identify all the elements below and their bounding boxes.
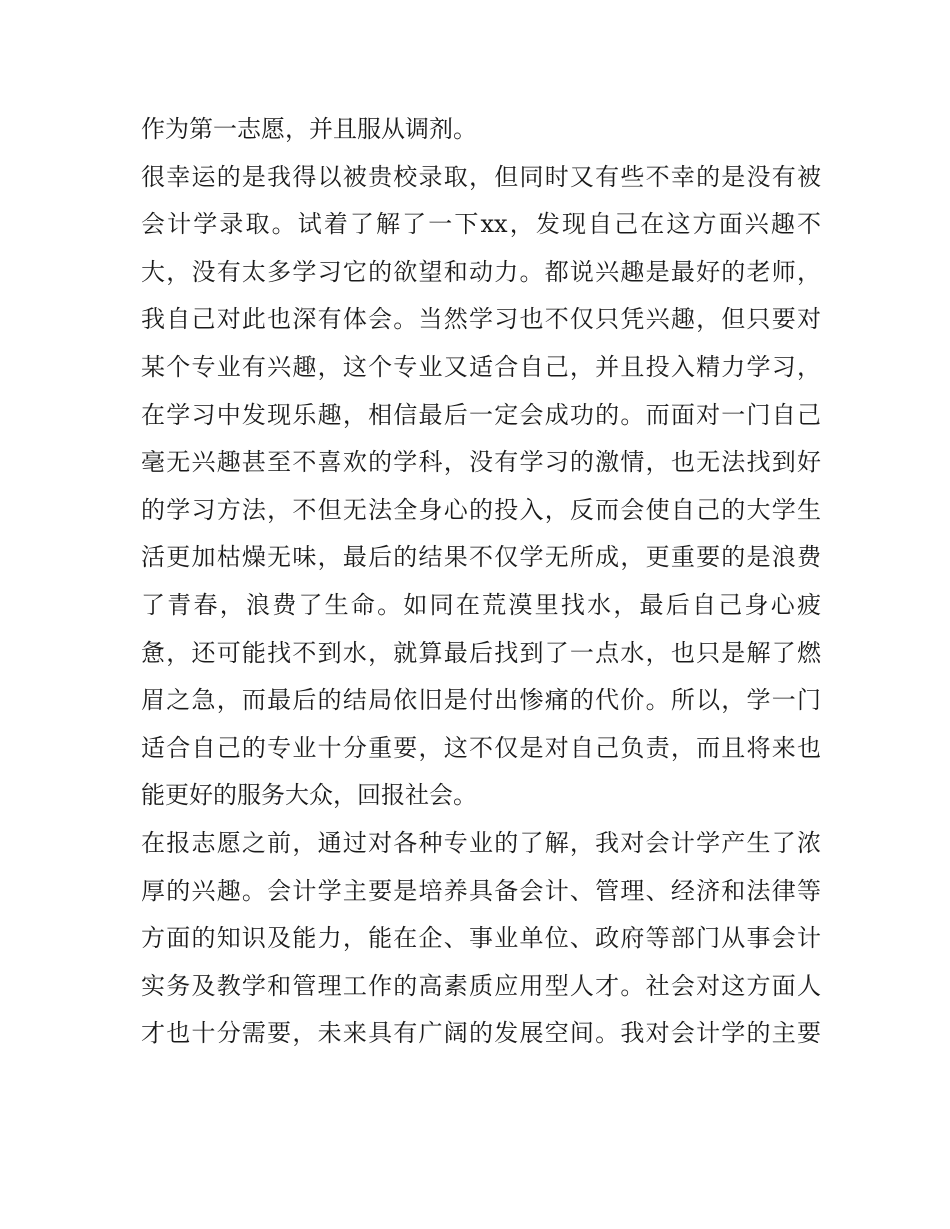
text-line: 在报志愿之前，通过对各种专业的了解，我对会计学产生了浓	[141, 828, 821, 857]
text-line: 才也十分需要，未来具有广阔的发展空间。我对会计学的主要	[141, 1019, 821, 1048]
text-line: 适合自己的专业十分重要，这不仅是对自己负责，而且将来也	[141, 733, 821, 762]
text-line: 眉之急，而最后的结局依旧是付出惨痛的代价。所以，学一门	[141, 686, 821, 715]
text-line: 在学习中发现乐趣，相信最后一定会成功的。而面对一门自己	[141, 400, 821, 429]
text-line: 很幸运的是我得以被贵校录取，但同时又有些不幸的是没有被	[141, 162, 821, 191]
text-line: 的学习方法，不但无法全身心的投入，反而会使自己的大学生	[141, 495, 821, 524]
text-line: 了青春，浪费了生命。如同在荒漠里找水，最后自己身心疲	[141, 590, 821, 619]
text-line: 毫无兴趣甚至不喜欢的学科，没有学习的激情，也无法找到好	[141, 448, 821, 477]
text-line: 某个专业有兴趣，这个专业又适合自己，并且投入精力学习，	[141, 352, 821, 381]
paragraph-1	[141, 106, 821, 154]
document-body	[141, 106, 821, 1058]
paragraph-2	[141, 154, 821, 820]
paragraph-3	[141, 820, 821, 1058]
text-line: 实务及教学和管理工作的高素质应用型人才。社会对这方面人	[141, 971, 821, 1000]
text-line: 活更加枯燥无味，最后的结果不仅学无所成，更重要的是浪费	[141, 543, 821, 572]
text-line: 方面的知识及能力，能在企、事业单位、政府等部门从事会计	[141, 924, 821, 953]
text-line: 能更好的服务大众，回报社会。	[141, 781, 477, 810]
text-line: 作为第一志愿，并且服从调剂。	[141, 115, 477, 143]
text-line: 我自己对此也深有体会。当然学习也不仅只凭兴趣，但只要对	[141, 305, 821, 334]
text-line: 大，没有太多学习它的欲望和动力。都说兴趣是最好的老师，	[141, 257, 821, 286]
text-line: 厚的兴趣。会计学主要是培养具备会计、管理、经济和法律等	[141, 876, 821, 905]
text-line: 会计学录取。试着了解了一下xx，发现自己在这方面兴趣不	[141, 210, 821, 239]
text-line: 惫，还可能找不到水，就算最后找到了一点水，也只是解了燃	[141, 638, 821, 667]
